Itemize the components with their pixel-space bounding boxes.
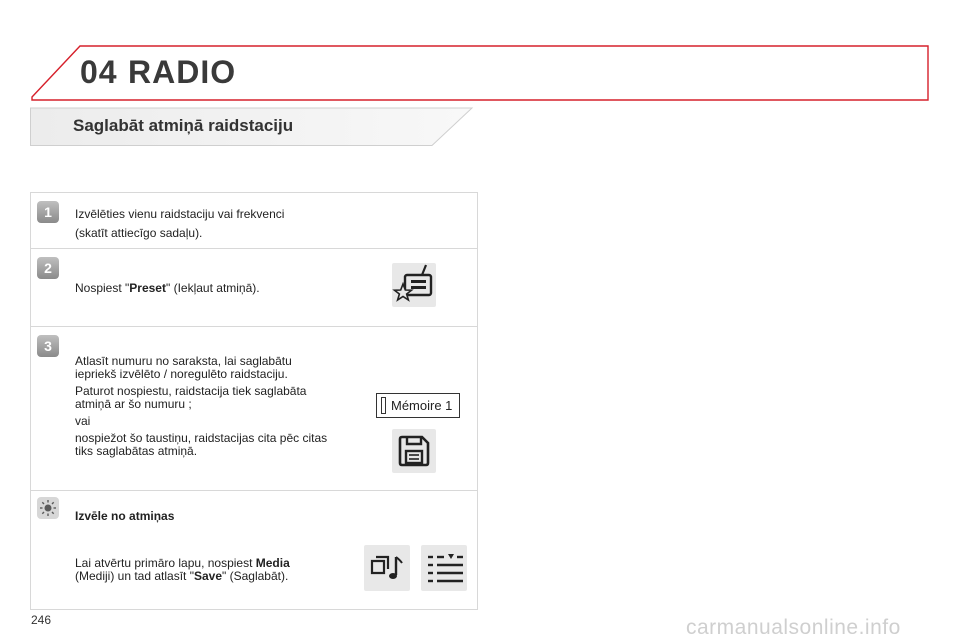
text-span: Paturot nospiestu, raidstacija tiek saglabāta [75,384,307,398]
save-floppy-icon[interactable] [392,429,436,473]
step-badge: 1 [37,201,59,223]
memoire-1-button[interactable] [376,393,460,418]
tip-section [31,491,477,609]
text-span: nospiežot šo taustiņu, raidstacijas cita pēc citas [75,431,328,445]
list-menu-icon[interactable] [421,545,467,591]
tip-body [75,557,290,587]
text-span: Lai atvērtu primāro lapu, nospiest [75,556,256,570]
text-span: tiks saglabātas atmiņā. [75,444,198,458]
text-span: Nospiest " [75,281,130,295]
media-label: Media [255,556,290,570]
chapter-number: 04 [80,54,118,90]
watermark[interactable]: carmanualsonline.info [686,616,901,639]
step-1-text [75,207,284,244]
memoire-1-label: Mémoire 1 [391,398,453,413]
media-music-icon[interactable] [364,545,410,591]
text-span: atmiņā ar šo numuru ; [75,397,192,411]
text-span: (Mediji) un tad atlasīt " [75,569,194,583]
page-number: 246 [31,613,52,627]
step-3-text [75,355,327,462]
step-3-para [75,432,327,458]
text-span: " (Iekļaut atmiņā). [165,281,260,295]
chapter-title: RADIO [128,54,237,90]
preset-label: Preset [129,281,166,295]
save-label: Save [193,569,223,583]
instruction-panel [30,192,478,610]
step-badge: 3 [37,335,59,357]
step-3-para: vai [75,414,91,428]
step-3 [31,327,477,491]
text-span: iepriekš izvēlēto / noregulēto raidstaciju. [75,367,288,381]
step-badge: 2 [37,257,59,279]
section-title: Saglabāt atmiņā raidstaciju [73,116,294,135]
step-1-line: (skatīt attiecīgo sadaļu). [75,226,203,240]
text-span: " (Saglabāt). [222,569,289,583]
step-2-text [75,281,260,299]
radio-preset-star-icon[interactable] [392,263,436,307]
tip-title-text: Izvēle no atmiņas [75,509,175,523]
step-3-para [75,385,327,411]
step-3-para [75,355,327,381]
lightbulb-sun-icon [37,497,59,519]
tip-title [75,509,174,523]
step-1-line: Izvēlēties vienu raidstaciju vai frekvenci [75,207,285,221]
step-1 [31,193,477,249]
list-indicator-icon [381,397,386,414]
text-span: Atlasīt numuru no saraksta, lai saglabātu [75,354,292,368]
step-2 [31,249,477,327]
